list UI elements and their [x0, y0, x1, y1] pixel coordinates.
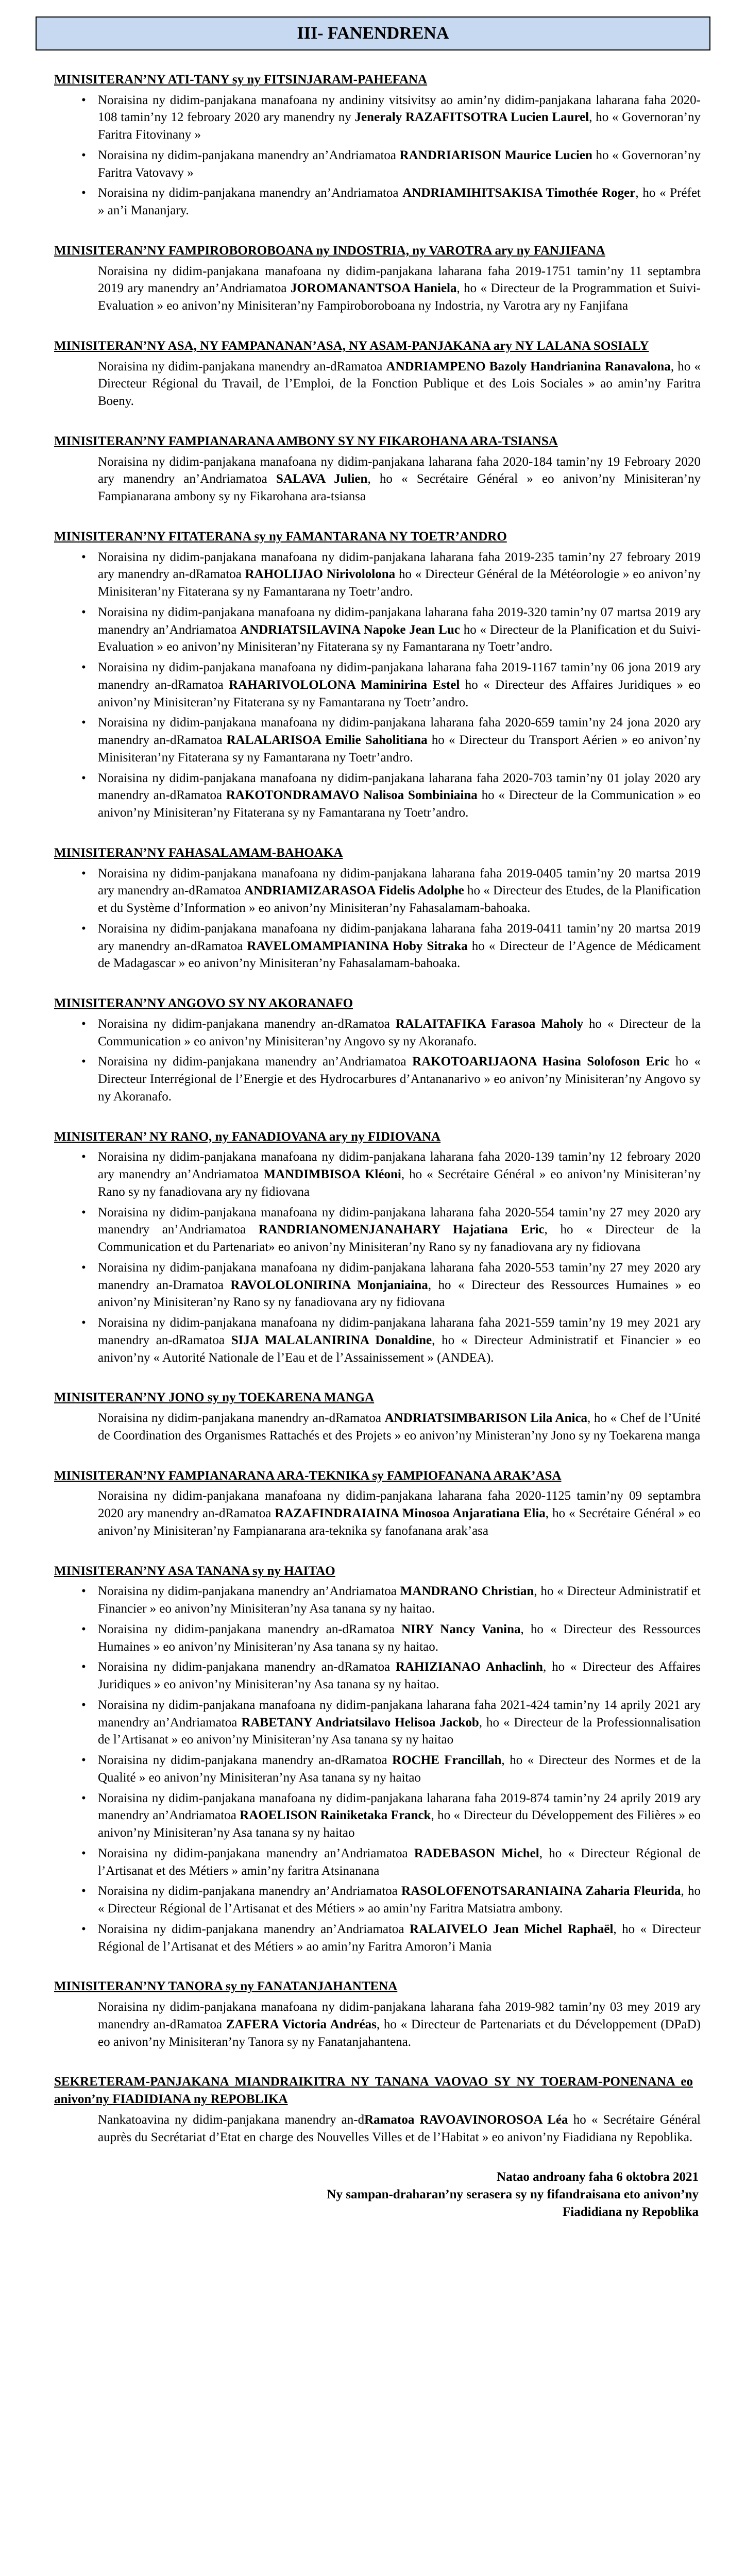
paragraph [98, 1487, 701, 1539]
text-segment: Noraisina ny didim-panjakana manafoana ny didim-panjakana laharana faha 2020-659 tamin’ny 24 jona 2020 ary manendry an-dRamatoa [98, 716, 701, 748]
section [0, 1128, 746, 1367]
section-heading: MINISITERAN’NY FAMPIANARANA AMBONY SY NY FIKAROHANA ARA-TSIANSA [54, 434, 558, 448]
text-segment: , ho « Directeur Administratif et Financier » eo anivon’ny « Autorité Nationale de l’Eau et de l’Assainissement » (ANDEA). [98, 1333, 701, 1365]
bullet-list [0, 1148, 701, 1366]
person-name: RAVOLOLONIRINA Monjaniaina [230, 1278, 428, 1292]
person-name: ANDRIAMIHITSAKISA Timothée Roger [402, 186, 636, 200]
paragraph-group [0, 1487, 746, 1539]
list-item [98, 865, 701, 917]
person-name: SALAVA Julien [276, 472, 368, 486]
text-segment: , ho « Secrétaire Général » eo anivon’ny Minisiteran’ny Rano sy ny fanadiovana ary ny fidiovana [98, 1167, 701, 1199]
text-segment: Noraisina ny didim-panjakana manafoana ny didim-panjakana laharana faha 2019-1751 tamin’ny 11 septambra 2019 ary manendry an’Andriamatoa [98, 264, 701, 296]
person-name: MANDRANO Christian [400, 1584, 534, 1599]
person-name: ANDRIAMIZARASOA Fidelis Adolphe [244, 884, 464, 898]
person-name: MANDIMBISOA Kléoni [263, 1167, 401, 1182]
text-segment: , ho « Directeur Régional de l’Artisanat et des Métiers » amin’ny faritra Atsinanana [98, 1846, 701, 1878]
section-heading: MINISITERAN’NY ATI-TANY sy ny FITSINJARAM-PAHEFANA [54, 72, 428, 87]
text-segment: , ho « Secrétaire Général » eo anivon’ny Minisiteran’ny Fampianarana ara-teknika sy fanofanana arak’asa [98, 1506, 701, 1538]
section-heading: SEKRETERAM-PANJAKANA MIANDRAIKITRA NY TANANA VAOVAO SY NY TOERAM-PONENANA eo anivon’ny FIADIDIANA ny REPOBLIKA [54, 2075, 693, 2107]
list-item [98, 770, 701, 822]
text-segment: Noraisina ny didim-panjakana manendry an’Andriamatoa [98, 1055, 413, 1069]
section-heading: MINISITERAN’NY ASA TANANA sy ny HAITAO [54, 1564, 335, 1578]
text-segment: , ho « Secrétaire Général » eo anivon’ny Minisiteran’ny Fampianarana ambony sy ny Fikarohana ara-tsiansa [98, 472, 701, 504]
person-name: RAHOLIJAO Nirivololona [245, 567, 396, 582]
text-segment: Noraisina ny didim-panjakana manendry an-dRamatoa [98, 1622, 402, 1636]
text-segment: Noraisina ny didim-panjakana manafoana ny didim-panjakana laharana faha 2020-184 tamin’ny 19 Febroary 2020 ary manendry an’Andriamatoa [98, 454, 701, 486]
list-item [98, 1790, 701, 1842]
signature-block [0, 2168, 746, 2221]
text-segment: Noraisina ny didim-panjakana manafoana ny didim-panjakana laharana faha 2021-424 tamin’ny 14 aprily 2021 ary manendry an’Andriamatoa [98, 1698, 701, 1730]
list-item [98, 1752, 701, 1787]
person-name: SIJA MALALANIRINA Donaldine [231, 1333, 432, 1347]
list-item [98, 1148, 701, 1200]
list-item [98, 1658, 701, 1693]
paragraph [98, 1410, 701, 1445]
person-name: RABETANY Andriatsilavo Helisoa Jackob [241, 1715, 479, 1730]
text-segment: ho « Directeur des Etudes, de la Planification et du Système d’Information » eo anivon’ny Minisiteran’ny Fahasalamam-bahoaka. [98, 884, 701, 916]
list-item [98, 1015, 701, 1050]
bullet-list [0, 92, 701, 219]
person-name: NIRY Nancy Vanina [401, 1622, 521, 1636]
text-segment: , ho « Governoran’ny Faritra Fitovinany » [98, 110, 701, 142]
text-segment: Noraisina ny didim-panjakana manendry an-dRamatoa [98, 359, 386, 374]
signature-office: Ny sampan-draharan’ny serasera sy ny fifandraisana eto anivon’ny [327, 2188, 699, 2202]
text-segment: Noraisina ny didim-panjakana manafoana ny didim-panjakana laharana faha 2020-553 tamin’ny 27 mey 2020 ary manendry an-Dramatoa [98, 1260, 701, 1292]
text-segment: Noraisina ny didim-panjakana manafoana ny didim-panjakana laharana faha 2019-235 tamin’ny 27 febroary 2019 ary manendry an-dRamatoa [98, 550, 701, 582]
section [0, 1389, 746, 1444]
section [0, 995, 746, 1106]
text-segment: , ho « Directeur du Développement des Filières » eo anivon’ny Minisiteran’ny Asa tanana sy ny haitao [98, 1808, 701, 1840]
text-segment: Noraisina ny didim-panjakana manafoana ny didim-panjakana laharana faha 2021-559 tamin’ny 19 mey 2021 ary manendry an-dRamatoa [98, 1316, 701, 1347]
text-segment: Noraisina ny didim-panjakana manafoana ny didim-panjakana laharana faha 2019-0405 tamin’ny 20 martsa 2019 ary manendry an-dRamatoa [98, 866, 701, 898]
paragraph [98, 358, 701, 410]
text-segment: , ho « Directeur des Ressources Humaines » eo anivon’ny Minisiteran’ny Asa tanana sy ny haitao. [98, 1622, 701, 1654]
person-name: RAVELOMAMPIANINA Hoby Sitraka [247, 939, 468, 953]
list-item [98, 1314, 701, 1366]
text-segment: , ho « Directeur des Affaires Juridiques » eo anivon’ny Minisiteran’ny Asa tanana sy ny haitao. [98, 1660, 701, 1692]
list-item [98, 1845, 701, 1880]
paragraph [98, 453, 701, 505]
list-item [98, 1697, 701, 1749]
list-item [98, 714, 701, 766]
paragraph [98, 1998, 701, 2050]
page-title: III- FANENDRENA [36, 16, 710, 50]
person-name: RALAIVELO Jean Michel Raphaël [410, 1922, 614, 1936]
person-name: Ramatoa RAVOAVINOROSOA Léa [364, 2112, 568, 2127]
text-segment: Noraisina ny didim-panjakana manendry an-dRamatoa [98, 1411, 385, 1426]
list-item [98, 1583, 701, 1618]
bullet-list [0, 865, 701, 973]
text-segment: , ho « Directeur de la Programmation et Suivi-Evaluation » eo anivon’ny Minisiteran’ny Fampiroboroboana ny Indostria, ny Varotra ary ny Fanjifana [98, 281, 701, 313]
list-item [98, 604, 701, 656]
text-segment: ho « Directeur de la Communication » eo anivon’ny Minisiteran’ny Angovo sy ny Akoranafo. [98, 1016, 701, 1048]
text-segment: Nankatoavina ny didim-panjakana manendry an-d [98, 2112, 365, 2127]
paragraph-group [0, 453, 746, 505]
section [0, 337, 746, 410]
list-item [98, 549, 701, 601]
text-segment: ho « Directeur de la Communication » eo anivon’ny Minisiteran’ny Fitaterana sy ny Famantarana ny Toetr’andro. [98, 788, 701, 820]
text-segment: Noraisina ny didim-panjakana manafoana ny didim-panjakana laharana faha 2019-1167 tamin’ny 06 jona 2019 ary manendry an-dRamatoa [98, 660, 701, 692]
text-segment: Noraisina ny didim-panjakana manafoana ny didim-panjakana laharana faha 2019-982 tamin’ny 03 mey 2019 ary manendry an-dRamatoa [98, 2000, 701, 2031]
list-item [98, 184, 701, 219]
person-name: RAZAFINDRAIAINA Minosoa Anjaratiana Elia [275, 1506, 546, 1521]
text-segment: Noraisina ny didim-panjakana manendry an-dRamatoa [98, 1753, 393, 1768]
text-segment: , ho « Directeur Régional de l’Artisanat et des Métiers » ao amin’ny Faritra Matsiatra ambony. [98, 1884, 701, 1916]
person-name: ZAFERA Victoria Andréas [226, 2017, 377, 2031]
person-name: ANDRIATSILAVINA Napoke Jean Luc [240, 622, 460, 637]
section-heading: MINISITERAN’ NY RANO, ny FANADIOVANA ary ny FIDIOVANA [54, 1129, 441, 1144]
section-heading: MINISITERAN’NY ASA, NY FAMPANANAN’ASA, NY ASAM-PANJAKANA ary NY LALANA SOSIALY [54, 338, 649, 353]
text-segment: , ho « Chef de l’Unité de Coordination des Organismes Rattachés et des Projets » eo anivon’ny Ministeran’ny Jono sy ny Toekarena manga [98, 1411, 701, 1443]
signature-presidency: Fiadidiana ny Repoblika [563, 2205, 699, 2219]
section-heading: MINISITERAN’NY FAHASALAMAM-BAHOAKA [54, 845, 343, 860]
sections-container [0, 71, 746, 2146]
person-name: RANDRIARISON Maurice Lucien [399, 148, 592, 162]
text-segment: , ho « Directeur des Ressources Humaines » eo anivon’ny Minisiteran’ny Rano sy ny fanadiovana ary ny fidiovana [98, 1278, 701, 1310]
text-segment: , ho « Directeur Administratif et Financier » eo anivon’ny Minisiteran’ny Asa tanana sy ny haitao. [98, 1584, 701, 1616]
text-segment: Noraisina ny didim-panjakana manendry an’Andriamatoa [98, 1584, 400, 1599]
section [0, 242, 746, 315]
paragraph-group [0, 1410, 746, 1445]
list-item [98, 920, 701, 972]
section-heading: MINISITERAN’NY FAMPIROBOROBOANA ny INDOSTRIA, ny VAROTRA ary ny FANJIFANA [54, 243, 605, 258]
person-name: RAHIZIANAO Anhaclinh [395, 1660, 543, 1674]
text-segment: , ho « Directeur Régional du Travail, de l’Emploi, de la Fonction Publique et des Lois Sociales » ao amin’ny Faritra Boeny. [98, 359, 701, 409]
text-segment: , ho « Directeur Régional de l’Artisanat et des Métiers » ao amin’ny Faritra Amoron’i Mania [98, 1922, 701, 1954]
text-segment: Noraisina ny didim-panjakana manendry an’Andriamatoa [98, 1922, 410, 1936]
section [0, 433, 746, 505]
list-item [98, 1883, 701, 1918]
section-heading: MINISITERAN’NY ANGOVO SY NY AKORANAFO [54, 996, 353, 1011]
section [0, 1467, 746, 1540]
text-segment: ho « Directeur de la Planification et du Suivi-Evaluation » eo anivon’ny Minisiteran’ny Fitaterana sy ny Famantarana ny Toetr’andro. [98, 622, 701, 654]
list-item [98, 92, 701, 144]
person-name: JOROMANANTSOA Haniela [290, 281, 457, 296]
person-name: ROCHE Francillah [392, 1753, 502, 1768]
section-heading: MINISITERAN’NY FAMPIANARANA ARA-TEKNIKA sy FAMPIOFANANA ARAK’ASA [54, 1468, 562, 1483]
person-name: ANDRIATSIMBARISON Lila Anica [384, 1411, 588, 1426]
signature-date: Natao androany faha 6 oktobra 2021 [497, 2170, 699, 2184]
person-name: RANDRIANOMENJANAHARY Hajatiana Eric [258, 1223, 545, 1237]
person-name: RASOLOFENOTSARANIAINA Zaharia Fleurida [401, 1884, 681, 1899]
text-segment: Noraisina ny didim-panjakana manafoana ny didim-panjakana laharana faha 2019-874 tamin’ny 24 aprily 2019 ary manendry an’Andriamatoa [98, 1791, 701, 1823]
section [0, 528, 746, 822]
text-segment: ho « Directeur du Transport Aérien » eo anivon’ny Minisiteran’ny Fitaterana sy ny Famantarana ny Toetr’andro. [98, 733, 701, 765]
text-segment: , ho « Directeur de la Communication et du Partenariat» eo anivon’ny Minisiteran’ny Rano sy ny fanadiovana ary ny fidiovana [98, 1223, 701, 1255]
list-item [98, 1204, 701, 1256]
bullet-list [0, 1015, 701, 1106]
text-segment: Noraisina ny didim-panjakana manafoana ny didim-panjakana laharana faha 2019-0411 tamin’ny 20 martsa 2019 ary manendry an-dRamatoa [98, 921, 701, 953]
list-item [98, 1259, 701, 1311]
paragraph-group [0, 1998, 746, 2050]
section [0, 71, 746, 219]
text-segment: Noraisina ny didim-panjakana manendry an-dRamatoa [98, 1660, 396, 1674]
text-segment: ho « Directeur des Affaires Juridiques » eo anivon’ny Minisiteran’ny Fitaterana sy ny Famantarana ny Toetr’andro. [98, 677, 701, 709]
section [0, 1563, 746, 1956]
section [0, 844, 746, 972]
text-segment: Noraisina ny didim-panjakana manafoana ny didim-panjakana laharana faha 2020-139 tamin’ny 12 febroary 2020 ary manendry an’Andriamatoa [98, 1150, 701, 1182]
list-item [98, 1921, 701, 1956]
text-segment: ho « Directeur Général de la Météorologie » eo anivon’ny Minisiteran’ny Fitaterana sy ny Famantarana ny Toetr’andro. [98, 567, 701, 599]
paragraph-group [0, 2111, 746, 2146]
paragraph-group [0, 358, 746, 410]
text-segment: ho « Directeur de l’Agence de Médicament de Madagascar » eo anivon’ny Minisiteran’ny Fahasalamam-bahoaka. [98, 939, 701, 971]
paragraph-group [0, 263, 746, 315]
text-segment: Noraisina ny didim-panjakana manendry an’Andriamatoa [98, 186, 403, 200]
text-segment: , ho « Directeur des Normes et de la Qualité » eo anivon’ny Minisiteran’ny Asa tanana sy ny haitao [98, 1753, 701, 1785]
person-name: ANDRIAMPENO Bazoly Handrianina Ranavalona [386, 359, 671, 374]
section-heading: MINISITERAN’NY FITATERANA sy ny FAMANTARANA NY TOETR’ANDRO [54, 529, 507, 544]
person-name: RAHARIVOLOLONA Maminirina Estel [229, 677, 460, 692]
text-segment: Noraisina ny didim-panjakana manafoana ny didim-panjakana laharana faha 2020-1125 tamin’ny 09 septambra 2020 ary manendry an-dRamatoa [98, 1489, 701, 1521]
bullet-list [0, 1583, 701, 1955]
text-segment: Noraisina ny didim-panjakana manendry an’Andriamatoa [98, 1846, 414, 1860]
text-segment: ho « Directeur Interrégional de l’Energie et des Hydrocarbures d’Antananarivo » eo anivon’ny Minisiteran’ny Angovo sy ny Akoranafo. [98, 1055, 701, 1104]
section-heading: MINISITERAN’NY TANORA sy ny FANATANJAHANTENA [54, 1979, 398, 1994]
text-segment: , ho « Directeur de Partenariats et du Développement (DPaD) eo anivon’ny Minisiteran’ny Tanora sy ny Fanatanjahantena. [98, 2017, 701, 2049]
list-item [98, 147, 701, 182]
section [0, 2073, 746, 2146]
paragraph [98, 263, 701, 315]
bullet-list [0, 549, 701, 822]
person-name: RAOELISON Rainiketaka Franck [240, 1808, 431, 1823]
person-name: RALAITAFIKA Farasoa Maholy [395, 1016, 584, 1031]
section [0, 1978, 746, 2050]
text-segment: Noraisina ny didim-panjakana manafoana ny didim-panjakana laharana faha 2020-554 tamin’ny 27 mey 2020 ary manendry an’Andriamatoa [98, 1205, 701, 1237]
list-item [98, 1053, 701, 1105]
text-segment: Noraisina ny didim-panjakana manendry an’Andriamatoa [98, 148, 400, 162]
text-segment: ho « Governoran’ny Faritra Vatovavy » [98, 148, 701, 180]
text-segment: , ho « Préfet » an’i Mananjary. [98, 186, 701, 218]
list-item [98, 659, 701, 711]
paragraph [98, 2111, 701, 2146]
text-segment: Noraisina ny didim-panjakana manafoana ny didim-panjakana laharana faha 2020-703 tamin’ny 01 jolay 2020 ary manendry an-dRamatoa [98, 771, 701, 803]
person-name: RADEBASON Michel [414, 1846, 539, 1860]
text-segment: ho « Secrétaire Général auprès du Secrétariat d’Etat en charge des Nouvelles Villes et de l’Habitat » eo anivon’ny Fiadidiana ny Repoblika. [98, 2112, 701, 2144]
person-name: Jeneraly RAZAFITSOTRA Lucien Laurel [354, 110, 589, 125]
person-name: RALALARISOA Emilie Saholitiana [226, 733, 428, 748]
list-item [98, 1621, 701, 1656]
text-segment: Noraisina ny didim-panjakana manendry an-dRamatoa [98, 1016, 396, 1031]
person-name: RAKOTONDRAMAVO Nalisoa Sombiniaina [226, 788, 478, 803]
section-heading: MINISITERAN’NY JONO sy ny TOEKARENA MANGA [54, 1391, 375, 1405]
person-name: RAKOTOARIJAONA Hasina Solofoson Eric [412, 1055, 670, 1069]
text-segment: Noraisina ny didim-panjakana manendry an’Andriamatoa [98, 1884, 402, 1899]
text-segment: Noraisina ny didim-panjakana manafoana ny didim-panjakana laharana faha 2019-320 tamin’ny 07 martsa 2019 ary manendry an’Andriamatoa [98, 605, 701, 637]
text-segment: Noraisina ny didim-panjakana manafoana ny andininy vitsivitsy ao amin’ny didim-panjakana laharana faha 2020-108 tamin’ny 12 febroary 2020 ary manendry ny [98, 93, 701, 125]
text-segment: , ho « Directeur de la Professionnalisation de l’Artisanat » eo anivon’ny Minisiteran’ny Asa tanana sy ny haitao [98, 1715, 701, 1747]
